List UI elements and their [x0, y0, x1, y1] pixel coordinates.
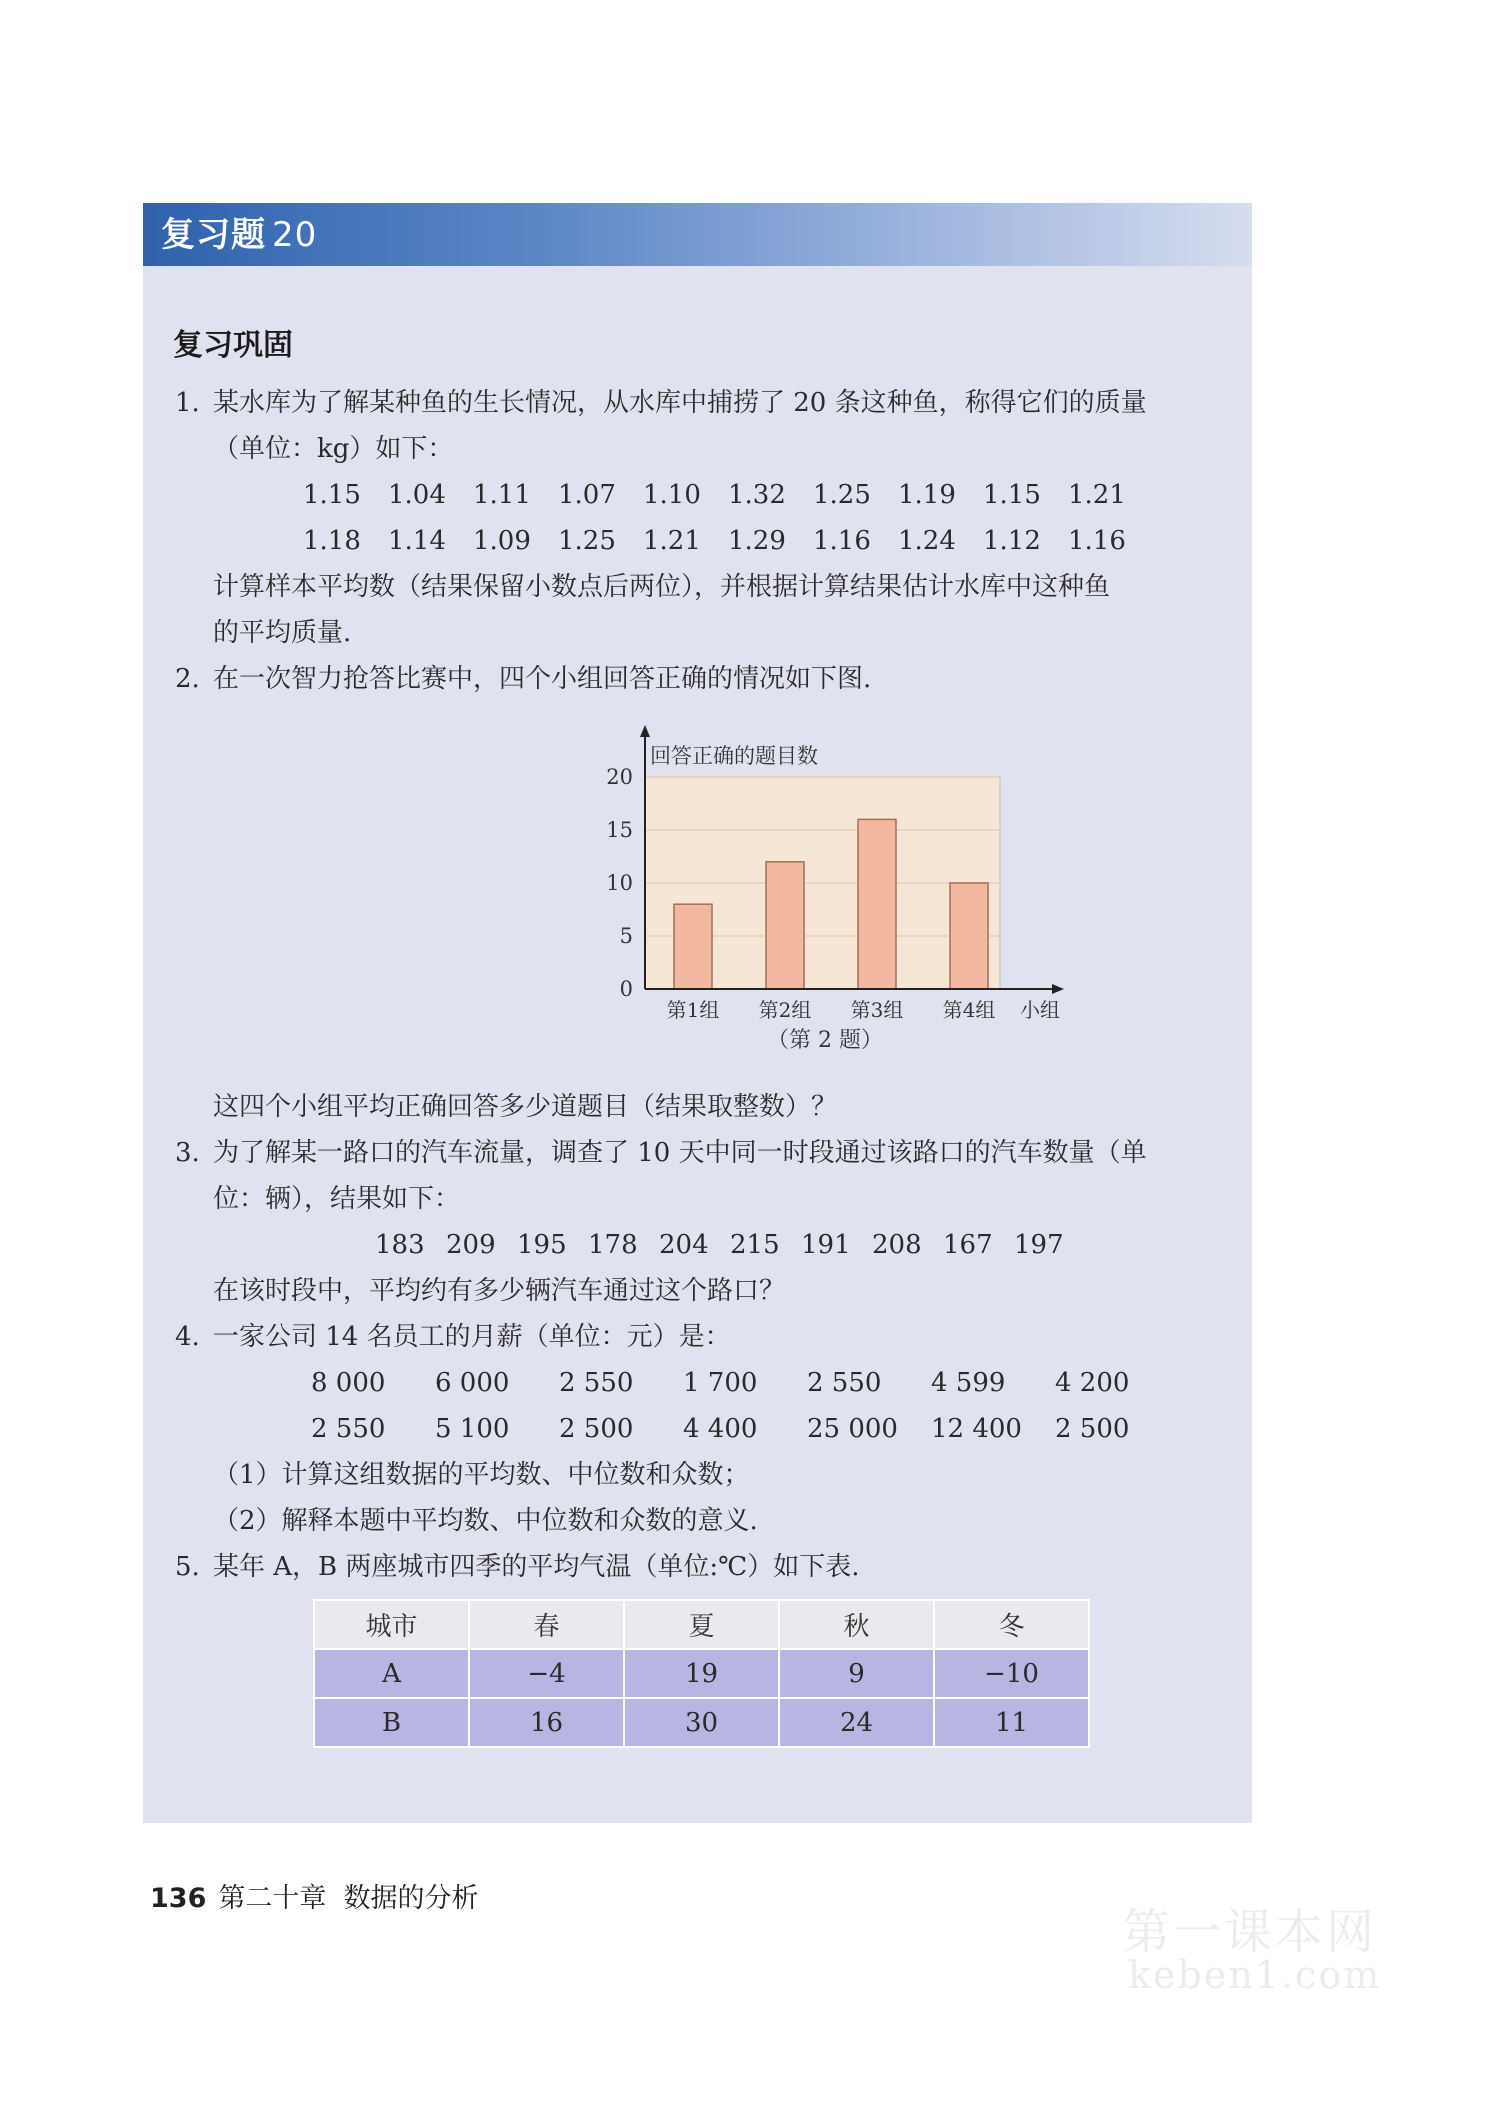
- data-value: 1.15: [303, 480, 361, 510]
- data-value: 1.10: [643, 480, 701, 510]
- data-value: 1.09: [473, 526, 531, 556]
- watermark-site-name: 第一课本网: [1122, 1904, 1378, 1960]
- data-value: 1.21: [643, 526, 701, 556]
- y-tick-label: 5: [619, 924, 633, 948]
- table-cell: −4: [469, 1649, 624, 1698]
- bar: [674, 904, 712, 989]
- chapter-label: 第二十章: [218, 1883, 327, 1914]
- table-cell: −10: [934, 1649, 1089, 1698]
- x-axis-arrow: [1052, 984, 1064, 994]
- page-title: [161, 211, 317, 259]
- data-value: 2 550: [311, 1414, 386, 1444]
- data-value: 191: [801, 1230, 851, 1260]
- data-value: 1.16: [813, 526, 871, 556]
- question-1-text: 的平均质量.: [213, 618, 352, 648]
- data-value: 2 550: [807, 1368, 882, 1398]
- table-header-cell: 夏: [624, 1600, 779, 1649]
- bar-chart-svg: [568, 721, 1108, 1051]
- question-2-text: 在一次智力抢答比赛中，四个小组回答正确的情况如下图.: [213, 664, 872, 694]
- y-tick-label: 10: [606, 871, 633, 895]
- question-5-text: 某年 A，B 两座城市四季的平均气温（单位:℃）如下表.: [213, 1552, 860, 1582]
- data-value: 2 500: [1055, 1414, 1130, 1444]
- question-1-text: （单位：kg）如下：: [213, 434, 454, 464]
- table-header-row: [314, 1600, 1089, 1649]
- data-value: 167: [943, 1230, 993, 1260]
- data-value: 178: [588, 1230, 638, 1260]
- data-value: 1.04: [388, 480, 446, 510]
- y-axis-arrow: [640, 725, 650, 737]
- y-tick-label: 20: [606, 765, 633, 789]
- x-tick-label: 第1组: [666, 998, 720, 1022]
- x-axis-label: 小组: [1020, 998, 1060, 1022]
- y-tick-label: 0: [619, 977, 633, 1001]
- table-row: [314, 1698, 1089, 1747]
- data-value: 1.24: [898, 526, 956, 556]
- y-axis-label: 回答正确的题目数: [650, 744, 818, 768]
- data-value: 195: [517, 1230, 567, 1260]
- question-3-number: 3.: [175, 1138, 200, 1168]
- data-value: 4 400: [683, 1414, 758, 1444]
- watermark-site-url: keben1.com: [1128, 1953, 1382, 1997]
- data-value: 1.25: [558, 526, 616, 556]
- bar: [766, 862, 804, 989]
- data-value: 2 550: [559, 1368, 634, 1398]
- x-tick-label: 第3组: [850, 998, 904, 1022]
- table-header-cell: 城市: [314, 1600, 469, 1649]
- data-value: 204: [659, 1230, 709, 1260]
- table-row: [314, 1649, 1089, 1698]
- title-number: 20: [272, 215, 318, 255]
- page-footer: [150, 1876, 479, 1915]
- question-4-text: 一家公司 14 名员工的月薪（单位：元）是：: [213, 1322, 731, 1352]
- data-value: 1.18: [303, 526, 361, 556]
- data-value: 1.07: [558, 480, 616, 510]
- header-bar: [143, 203, 1252, 266]
- question-4-data-row-1: [311, 1365, 1179, 1401]
- data-value: 1.21: [1068, 480, 1126, 510]
- question-1-text: 某水库为了解某种鱼的生长情况，从水库中捕捞了 20 条这种鱼，称得它们的质量: [213, 388, 1147, 418]
- data-value: 208: [872, 1230, 922, 1260]
- data-value: 1.15: [983, 480, 1041, 510]
- data-value: 1.16: [1068, 526, 1126, 556]
- data-value: 1.14: [388, 526, 446, 556]
- data-value: 197: [1014, 1230, 1064, 1260]
- table-cell: 19: [624, 1649, 779, 1698]
- x-tick-label: 第4组: [942, 998, 996, 1022]
- data-value: 1.11: [473, 480, 531, 510]
- data-value: 4 599: [931, 1368, 1006, 1398]
- data-value: 2 500: [559, 1414, 634, 1444]
- page-number: 136: [150, 1883, 207, 1914]
- question-3-text: 为了解某一路口的汽车流量，调查了 10 天中同一时段通过该路口的汽车数量（单: [213, 1138, 1147, 1168]
- question-4-number: 4.: [175, 1322, 200, 1352]
- data-value: 1.25: [813, 480, 871, 510]
- question-1-text: 计算样本平均数（结果保留小数点后两位），并根据计算结果估计水库中这种鱼: [213, 572, 1111, 602]
- question-4-subquestion-2: （2）解释本题中平均数、中位数和众数的意义.: [213, 1506, 758, 1536]
- exercise-panel: [143, 203, 1252, 1823]
- bar-chart: [568, 721, 1108, 1051]
- bar: [950, 883, 988, 989]
- title-text: 复习题: [161, 215, 266, 255]
- data-value: 1.32: [728, 480, 786, 510]
- question-1-data-row-2: [303, 523, 1153, 559]
- table-cell: 9: [779, 1649, 934, 1698]
- data-value: 5 100: [435, 1414, 510, 1444]
- data-value: 215: [730, 1230, 780, 1260]
- data-value: 1.19: [898, 480, 956, 510]
- question-5-number: 5.: [175, 1552, 200, 1582]
- data-value: 8 000: [311, 1368, 386, 1398]
- y-tick-label: 15: [606, 818, 633, 842]
- table-header-cell: 冬: [934, 1600, 1089, 1649]
- x-tick-label: 第2组: [758, 998, 812, 1022]
- table-cell: A: [314, 1649, 469, 1698]
- table-cell: 24: [779, 1698, 934, 1747]
- bar: [858, 819, 896, 989]
- section-title: 复习巩固: [173, 328, 293, 363]
- data-value: 4 200: [1055, 1368, 1130, 1398]
- table-header-cell: 秋: [779, 1600, 934, 1649]
- data-value: 25 000: [807, 1414, 898, 1444]
- chapter-title: 数据的分析: [343, 1883, 479, 1914]
- data-value: 183: [375, 1230, 425, 1260]
- question-2-number: 2.: [175, 664, 200, 694]
- question-3-text: 在该时段中，平均约有多少辆汽车通过这个路口？: [213, 1276, 786, 1306]
- question-3-data-row: [375, 1227, 1085, 1263]
- table-cell: B: [314, 1698, 469, 1747]
- data-value: 12 400: [931, 1414, 1022, 1444]
- data-value: 209: [446, 1230, 496, 1260]
- table-cell: 11: [934, 1698, 1089, 1747]
- data-value: 1 700: [683, 1368, 758, 1398]
- table-header-cell: 春: [469, 1600, 624, 1649]
- question-2-text: 这四个小组平均正确回答多少道题目（结果取整数）？: [213, 1092, 838, 1122]
- temperature-table: [313, 1599, 1090, 1748]
- question-3-text: 位：辆），结果如下：: [213, 1184, 461, 1214]
- data-value: 1.29: [728, 526, 786, 556]
- data-value: 1.12: [983, 526, 1041, 556]
- question-1-data-row-1: [303, 477, 1153, 513]
- table-cell: 16: [469, 1698, 624, 1747]
- data-value: 6 000: [435, 1368, 510, 1398]
- chart-caption: （第 2 题）: [767, 1028, 883, 1051]
- table-cell: 30: [624, 1698, 779, 1747]
- question-4-subquestion-1: （1）计算这组数据的平均数、中位数和众数；: [213, 1460, 750, 1490]
- question-1-number: 1.: [175, 388, 200, 418]
- question-4-data-row-2: [311, 1411, 1179, 1447]
